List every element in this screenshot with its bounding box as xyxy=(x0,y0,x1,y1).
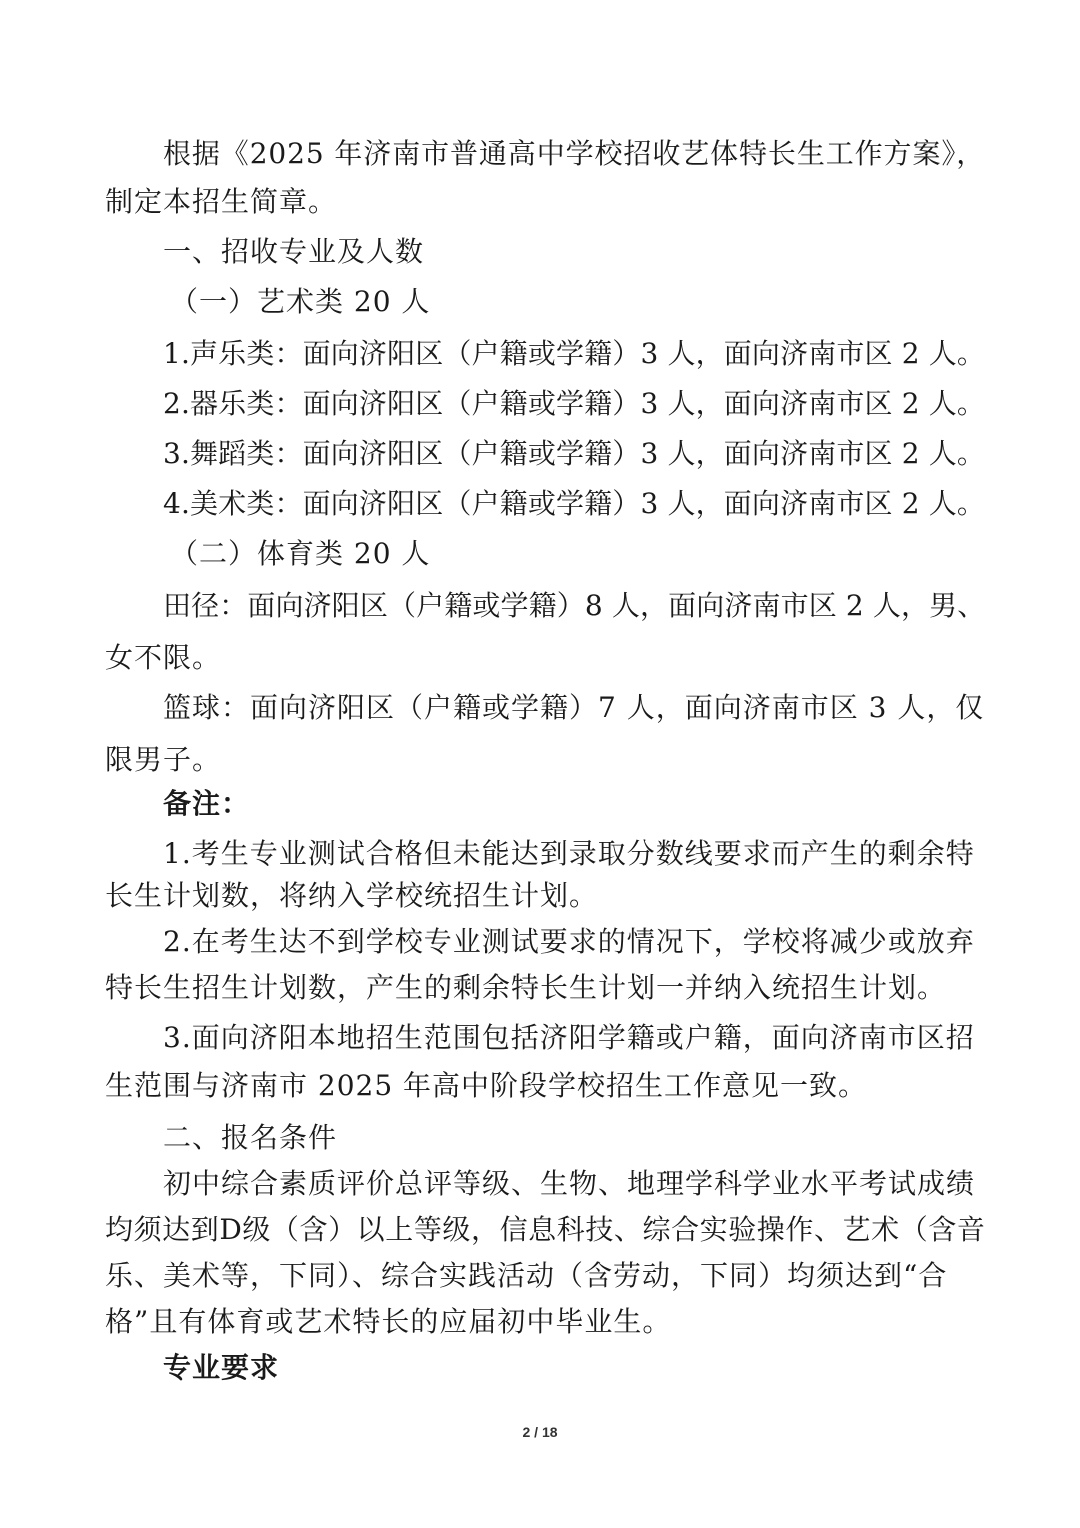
notes-title: 备注： xyxy=(163,787,251,820)
condition-line-3: 乐、美术等，下同）、综合实践活动（含劳动，下同）均须达到“合 xyxy=(105,1259,948,1292)
art-category-title: （一）艺术类 20 人 xyxy=(170,285,431,318)
basketball-line-1: 篮球：面向济阳区（户籍或学籍）7 人，面向济南市区 3 人，仅 xyxy=(163,691,985,724)
note1-line-2: 长生计划数，将纳入学校统招生计划。 xyxy=(105,879,599,912)
note2-line-1: 2.在考生达不到学校专业测试要求的情况下，学校将减少或放弃 xyxy=(163,925,975,958)
art-item-instrumental: 2.器乐类：面向济阳区（户籍或学籍）3 人，面向济南市区 2 人。 xyxy=(163,387,986,420)
condition-line-4: 格”且有体育或艺术特长的应届初中毕业生。 xyxy=(105,1305,672,1338)
requirements-title: 专业要求 xyxy=(163,1351,280,1384)
note3-line-2: 生范围与济南市 2025 年高中阶段学校招生工作意见一致。 xyxy=(105,1069,868,1102)
page-number: 2 / 18 xyxy=(522,1424,558,1440)
note3-line-1: 3.面向济阳本地招生范围包括济阳学籍或户籍，面向济南市区招 xyxy=(163,1021,975,1054)
note2-line-2: 特长生招生计划数，产生的剩余特长生计划一并纳入统招生计划。 xyxy=(105,971,947,1004)
note1-line-1: 1.考生专业测试合格但未能达到录取分数线要求而产生的剩余特 xyxy=(163,837,975,870)
sport-category-title: （二）体育类 20 人 xyxy=(170,537,431,570)
art-item-fine-arts: 4.美术类：面向济阳区（户籍或学籍）3 人，面向济南市区 2 人。 xyxy=(163,487,986,520)
basketball-line-2: 限男子。 xyxy=(105,743,222,776)
condition-line-1: 初中综合素质评价总评等级、生物、地理学科学业水平考试成绩 xyxy=(163,1167,976,1200)
track-line-1: 田径：面向济阳区（户籍或学籍）8 人，面向济南市区 2 人，男、 xyxy=(163,589,986,622)
art-item-dance: 3.舞蹈类：面向济阳区（户籍或学籍）3 人，面向济南市区 2 人。 xyxy=(163,437,986,470)
condition-line-2: 均须达到D级（含）以上等级，信息科技、综合实验操作、艺术（含音 xyxy=(105,1213,986,1246)
track-line-2: 女不限。 xyxy=(105,641,222,674)
art-item-vocal: 1.声乐类：面向济阳区（户籍或学籍）3 人，面向济南市区 2 人。 xyxy=(163,337,986,370)
section2-title: 二、报名条件 xyxy=(163,1121,338,1154)
section1-title: 一、招收专业及人数 xyxy=(163,235,425,268)
intro-line-2: 制定本招生简章。 xyxy=(105,185,338,218)
intro-line-1: 根据《2025 年济南市普通高中学校招收艺体特长生工作方案》， xyxy=(163,137,986,170)
